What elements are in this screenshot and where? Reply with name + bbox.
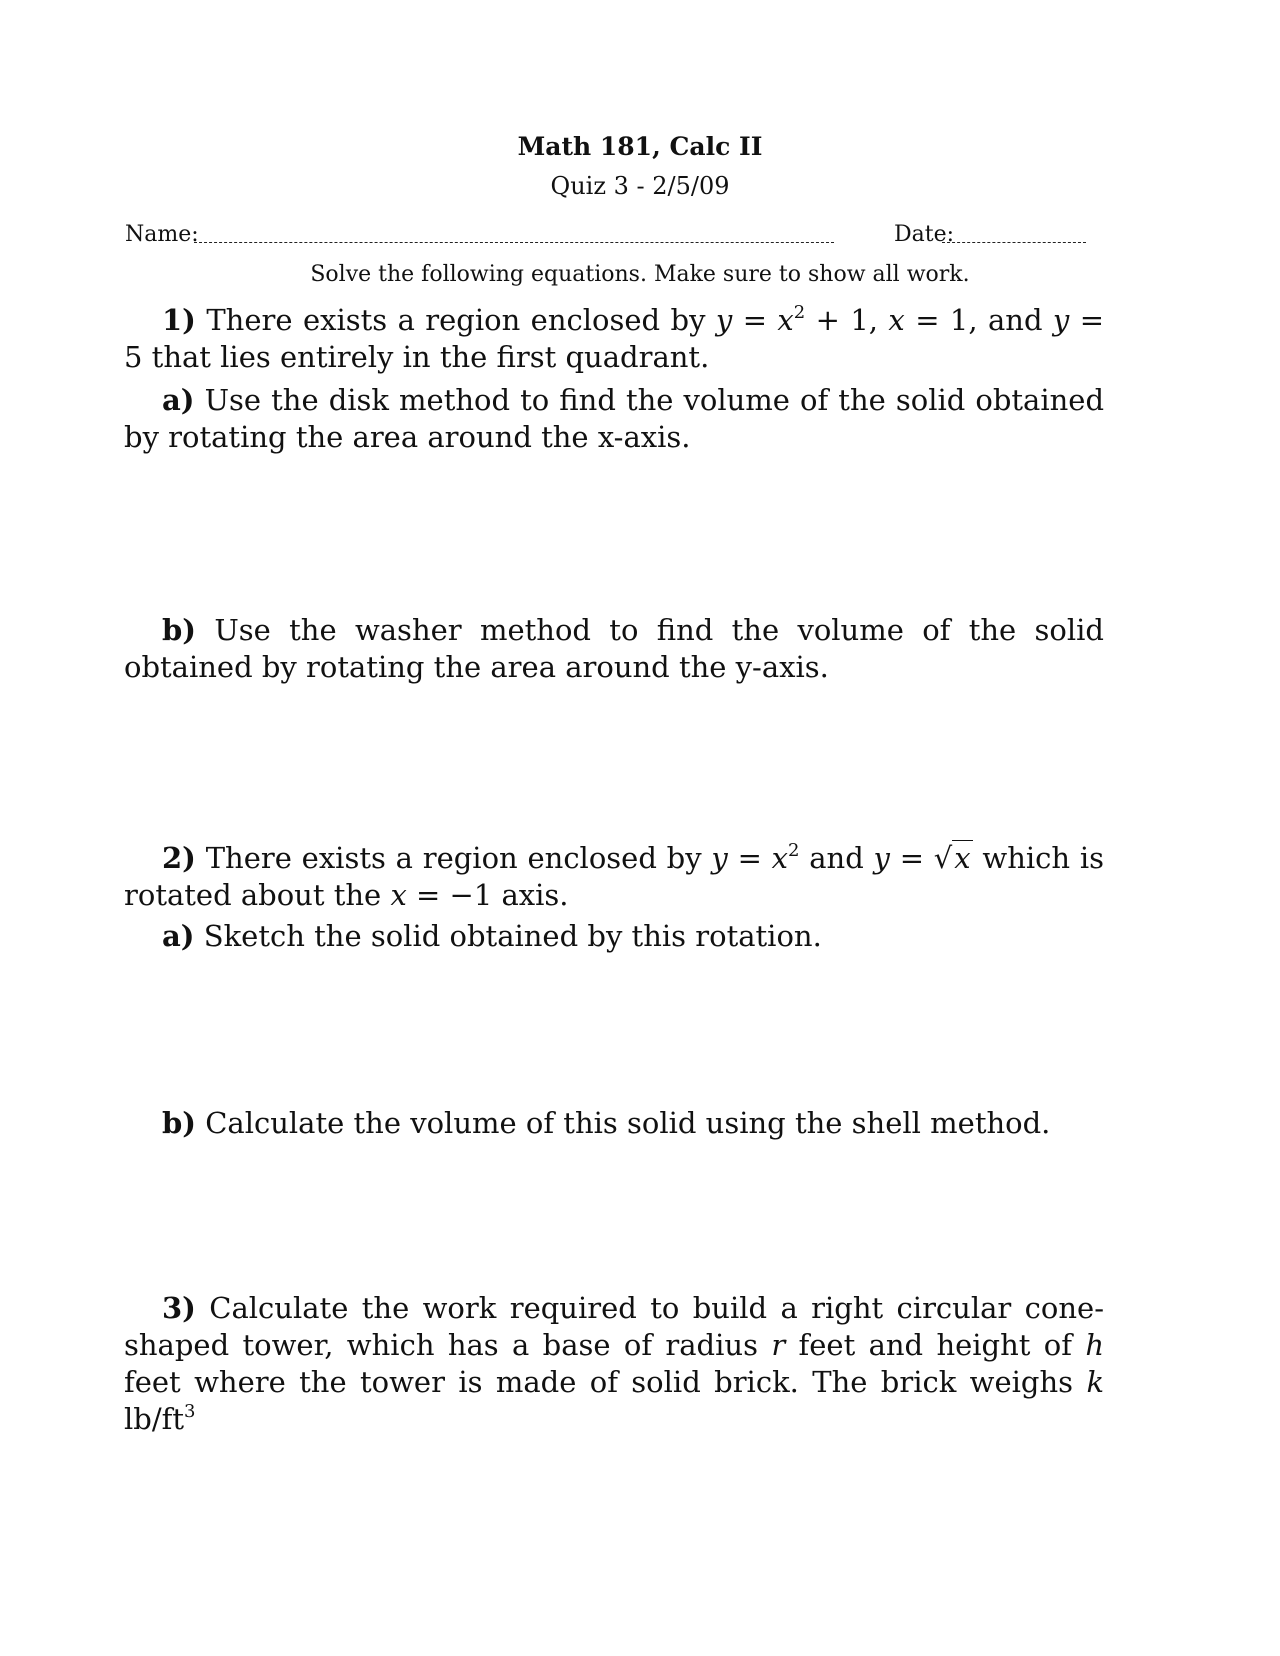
date-label: Date: bbox=[894, 222, 955, 247]
problem-1a-label: a) bbox=[162, 383, 195, 417]
problem-2a-label: a) bbox=[162, 919, 195, 953]
instructions: Solve the following equations. Make sure to show all work. bbox=[310, 262, 970, 287]
problem-1a: a) Use the disk method to find the volume of the solid obtained by rotating the area around the x-axis. bbox=[124, 383, 1105, 454]
page-title: Math 181, Calc II bbox=[517, 132, 763, 161]
problem-2-number: 2) bbox=[162, 841, 196, 875]
page-subtitle: Quiz 3 - 2/5/09 bbox=[550, 172, 730, 200]
problem-1b-label: b) bbox=[162, 613, 196, 647]
problem-1-number: 1) bbox=[162, 303, 196, 337]
problem-2a: a) Sketch the solid obtained by this rotation. bbox=[162, 919, 822, 953]
problem-3-number: 3) bbox=[162, 1291, 196, 1325]
problem-2b-label: b) bbox=[162, 1106, 196, 1140]
name-label: Name: bbox=[125, 222, 199, 247]
problem-1-statement: 1) There exists a region enclosed by $y = x^2 + 1$, x = 1, and y = 5 that lies entirely in the first quadrant. bbox=[124, 302, 1105, 374]
problem-3-statement: 3) Calculate the work required to build a right circular cone-shaped tower, which has a base of radius r feet and height of h feet where the tower is made of solid brick. The brick weighs k $lb/ft^3$ bbox=[124, 1291, 1105, 1436]
sqrt-expression: √x bbox=[933, 841, 971, 875]
date-field-line bbox=[942, 242, 1086, 243]
problem-2b: b) Calculate the volume of this solid using the shell method. bbox=[162, 1106, 1051, 1140]
name-field-line bbox=[194, 242, 834, 243]
problem-1b: b) Use the washer method to find the volume of the solid obtained by rotating the area around the y-axis. bbox=[124, 613, 1104, 684]
problem-2-statement: 2) There exists a region enclosed by $y = x^2$ and y = √x which is rotated about the x = −1 axis. bbox=[124, 840, 1105, 912]
